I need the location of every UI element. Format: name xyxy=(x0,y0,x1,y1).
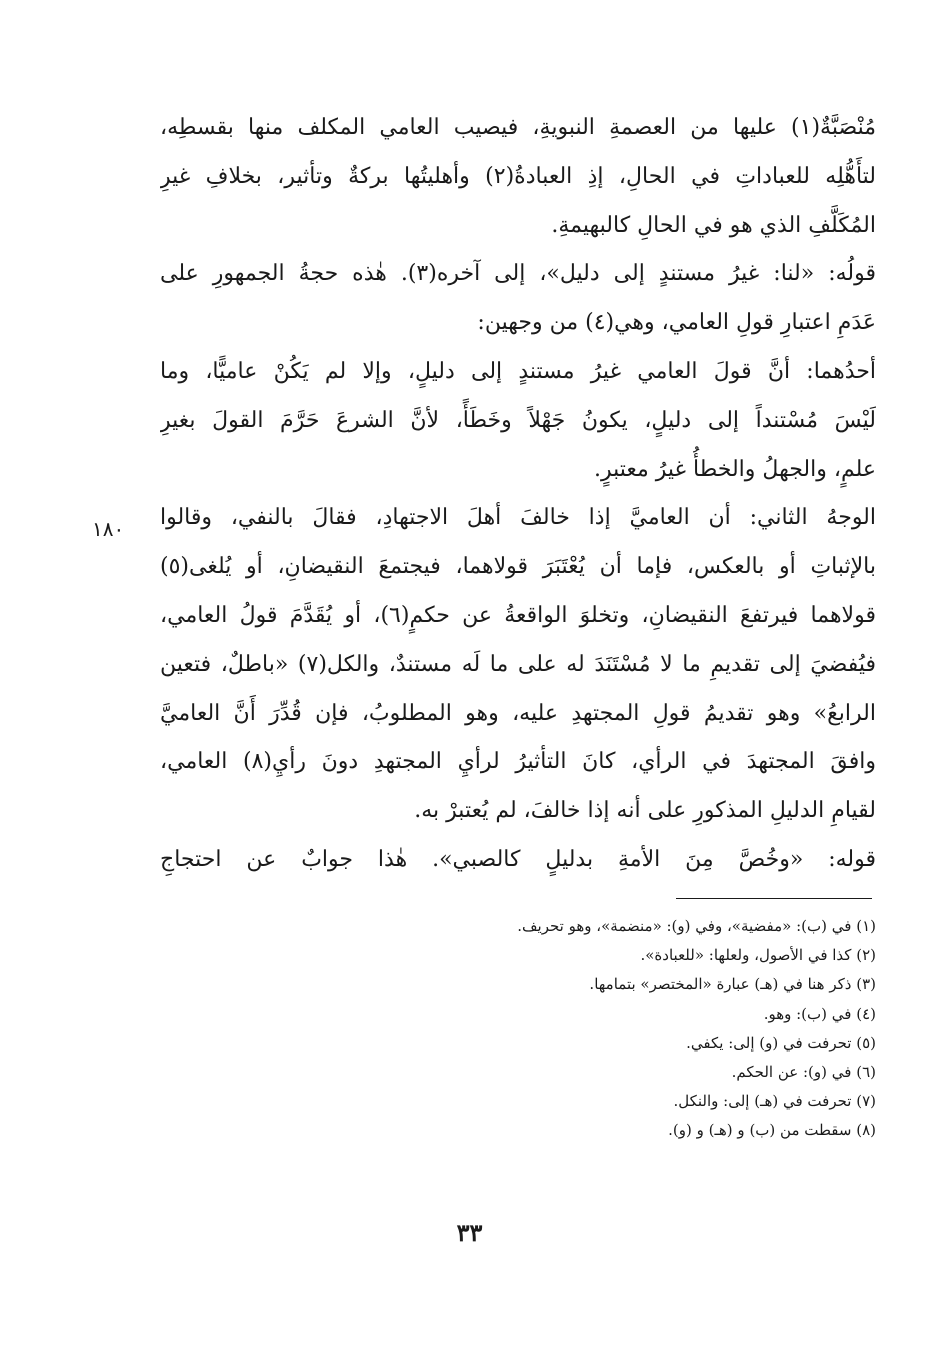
text-line: قولاهما فيرتفعَ النقيضانِ، وتخلوَ الواقعةُ عن حكمٍ(٦)، أو يُقَدَّمَ قولُ العامي، xyxy=(160,602,876,628)
footnote-divider xyxy=(676,898,872,899)
text-line: لَيْسَ مُسْتنداً إلى دليلٍ، يكونُ جَهْلاً وخَطَأً، لأنَّ الشرعَ حَرَّمَ القولَ بغيرِ xyxy=(160,407,876,433)
text-line: مُنْصَبَّةٌ(١) عليها من العصمةِ النبويةِ، فيصيب العامي المكلف منها بقسطِه، xyxy=(160,115,876,140)
footnote: (٣) ذكر هنا في (هـ) عبارة «المختصر» بتمامها. xyxy=(589,975,876,994)
footnote: (٢) كذا في الأصول، ولعلها: «للعبادة». xyxy=(640,946,876,965)
text-line: وافقَ المجتهدَ في الرأي، كانَ التأثيرُ لرأيِ المجتهدِ دونَ رأيِ(٨) العامي، xyxy=(160,749,876,775)
footnote: (٤) في (ب): وهو. xyxy=(763,1004,876,1023)
text-line: أحدُهما: أنَّ قولَ العامي غيرُ مستندٍ إلى دليلٍ، وإلا لم يَكُنْ عاميًّا، وما xyxy=(160,358,876,384)
text-line: لتأَهُّلِه للعباداتِ في الحالِ، إذِ العبادةُ(٢) وأهليتُها بركةٌ وتأثير، بخلافِ غيرِ xyxy=(160,163,876,189)
main-text xyxy=(160,104,876,885)
text-line: عَدَمِ اعتبارِ قولِ العامي، وهي(٤) من وجهين: xyxy=(477,310,876,336)
footnote: (٦) في (و): عن الحكم. xyxy=(731,1062,876,1081)
footnote: (٥) تحرفت في (و) إلى: يكفي. xyxy=(686,1033,876,1052)
footnotes xyxy=(400,912,876,1146)
text-line: لقيامِ الدليلِ المذكورِ على أنه إذا خالفَ، لم يُعتبرْ به. xyxy=(414,798,876,824)
text-line: المُكَلَّفِ الذي هو في الحالِ كالبهيمةِ. xyxy=(551,212,876,238)
page-number: ٣٣ xyxy=(456,1218,483,1247)
footnote: (٨) سقطت من (ب) و (هـ) و (و). xyxy=(668,1121,876,1140)
text-line: قوله: «وخُصَّ مِنَ الأمةِ بدليلٍ كالصبي». هٰذا جوابٌ عن احتجاجِ xyxy=(160,846,876,872)
footnote: (٧) تحرفت في (هـ) إلى: والنكل. xyxy=(673,1092,876,1111)
text-line: قولُه: «لنا: غيرُ مستندٍ إلى دليل»، إلى آخره(٣). هٰذه حجةُ الجمهورِ على xyxy=(160,261,876,287)
text-line: الرابعُ» وهو تقديمُ قولِ المجتهدِ عليه، وهو المطلوبُ، فإن قُدِّرَ أَنَّ العاميَّ xyxy=(160,700,876,726)
margin-page-reference: ١٨٠ xyxy=(92,517,125,541)
text-line: الوجهُ الثاني: أن العاميَّ إذا خالفَ أهلَ الاجتهادِ، فقالَ بالنفي، وقالوا xyxy=(160,505,876,531)
text-line: بالإثباتِ أو بالعكس، فإما أن يُعْتَبَرَ قولاهما، فيجتمعَ النقيضانِ، أو يُلغى(٥) xyxy=(160,554,876,580)
text-line: علمٍ، والجهلُ والخطأُ غيرُ معتبرٍ. xyxy=(593,456,876,482)
text-line: فيُفضيَ إلى تقديمِ ما لا مُسْتَنَدَ له على ما لَه مستندٌ، والكل(٧) «باطلٌ، فتعين xyxy=(160,651,876,677)
footnote: (١) في (ب): «مفضية»، وفي (و): «منضمة»، وهو تحريف. xyxy=(517,917,876,935)
